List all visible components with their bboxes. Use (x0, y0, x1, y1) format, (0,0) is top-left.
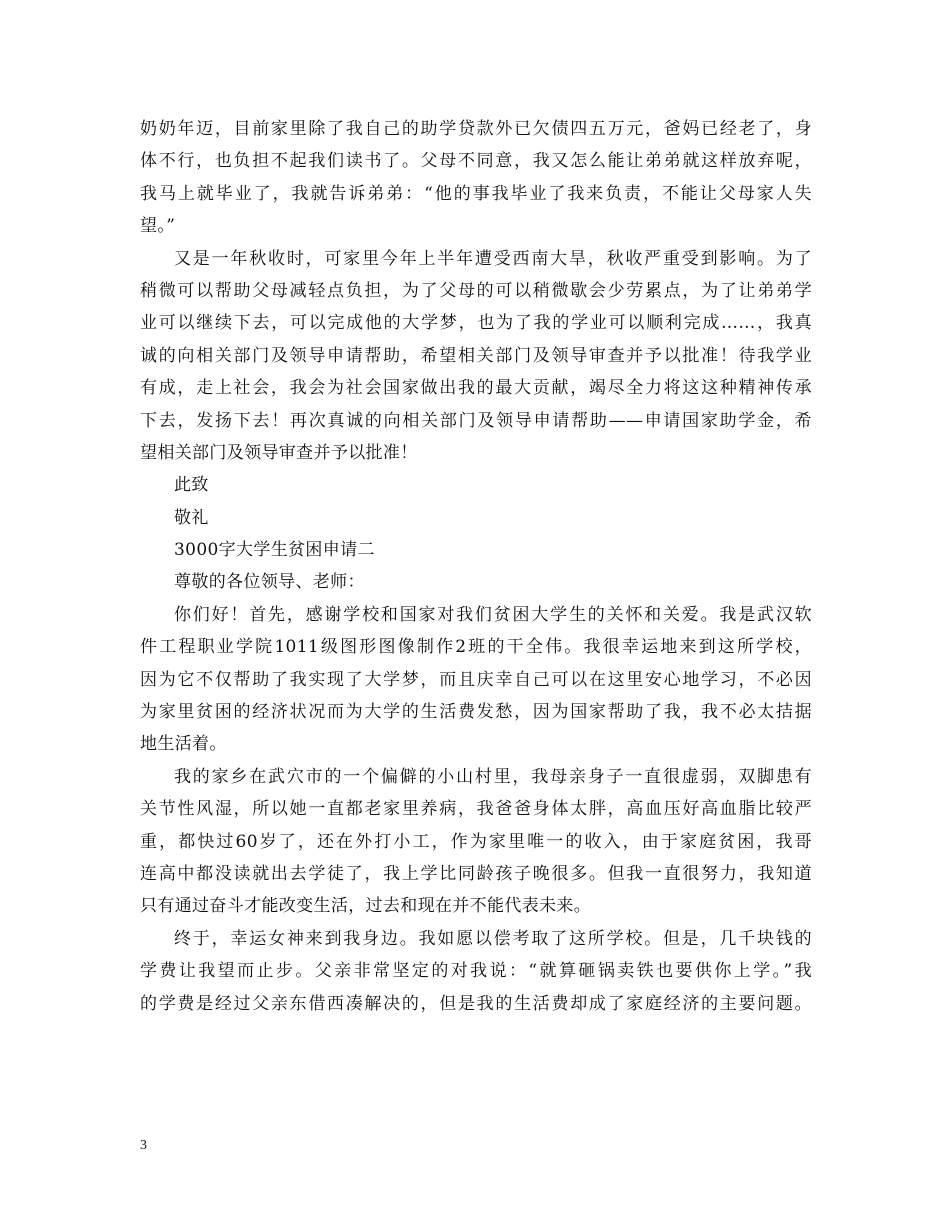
text-line: 体不行，也负担不起我们读书了。父母不同意，我又怎么能让弟弟就这样放弃呢， (140, 151, 812, 172)
text-line: 件工程职业学院1011级图形图像制作2班的干全伟。我很幸运地来到这所学校， (140, 637, 812, 658)
text-line: 业可以继续下去，可以完成他的大学梦，也为了我的学业可以顺利完成……，我真 (140, 313, 812, 334)
text-line: 学费让我望而止步。父亲非常坚定的对我说：“就算砸锅卖铁也要供你上学。”我 (140, 961, 812, 982)
text-line: 诚的向相关部门及领导申请帮助，希望相关部门及领导审查并予以批准！待我学业 (140, 345, 812, 366)
page-number: 3 (140, 1138, 147, 1153)
text-line: 又是一年秋收时，可家里今年上半年遭受西南大旱，秋收严重受到影响。为了 (174, 248, 812, 269)
text-line: 稍微可以帮助父母减轻点负担，为了父母的可以稍微歇会少劳累点，为了让弟弟学 (140, 280, 812, 301)
text-line: 因为它不仅帮助了我实现了大学梦，而且庆幸自己可以在这里安心地学习，不必因 (140, 669, 812, 690)
closing-salutation: 此致 (174, 475, 209, 496)
text-line: 有成，走上社会，我会为社会国家做出我的最大贡献，竭尽全力将这这种精神传承 (140, 378, 812, 399)
section-heading: 3000字大学生贫困申请二 (174, 540, 375, 561)
text-line: 奶奶年迈，目前家里除了我自己的助学贷款外已欠债四五万元，爸妈已经老了，身 (140, 119, 812, 139)
document-body (140, 113, 812, 1020)
text-line: 地生活着。 (140, 734, 227, 755)
text-line: 连高中都没读就出去学徒了，我上学比同龄孩子晚很多。但我一直很努力，我知道 (140, 863, 812, 884)
text-line: 终于，幸运女神来到我身边。我如愿以偿考取了这所学校。但是，几千块钱的 (174, 928, 812, 949)
text-line: 望相关部门及领导审查并予以批准！ (140, 442, 418, 463)
text-line: 我的家乡在武穴市的一个偏僻的小山村里，我母亲身子一直很虚弱，双脚患有 (174, 766, 812, 787)
text-line: 下去，发扬下去！再次真诚的向相关部门及领导申请帮助——申请国家助学金，希 (140, 410, 812, 431)
text-line: 重，都快过60岁了，还在外打小工，作为家里唯一的收入，由于家庭贫困，我哥 (140, 831, 812, 852)
text-line: 望。” (140, 216, 176, 237)
text-line: 关节性风湿，所以她一直都老家里养病，我爸爸身体太胖，高血压好高血脂比较严 (140, 799, 812, 820)
text-line: 只有通过奋斗才能改变生活，过去和现在并不能代表未来。 (140, 896, 592, 917)
closing-regards: 敬礼 (174, 507, 209, 528)
text-line: 为家里贫困的经济状况而为大学的生活费发愁，因为国家帮助了我，我不必太拮据 (140, 702, 812, 723)
text-line: 你们好！首先，感谢学校和国家对我们贫困大学生的关怀和关爱。我是武汉软 (174, 604, 812, 625)
text-line: 我马上就毕业了，我就告诉弟弟：“他的事我毕业了我来负责，不能让父母家人失 (140, 183, 812, 204)
letter-greeting: 尊敬的各位领导、老师： (174, 572, 365, 593)
text-line: 的学费是经过父亲东借西凑解决的，但是我的生活费却成了家庭经济的主要问题。 (140, 993, 812, 1014)
